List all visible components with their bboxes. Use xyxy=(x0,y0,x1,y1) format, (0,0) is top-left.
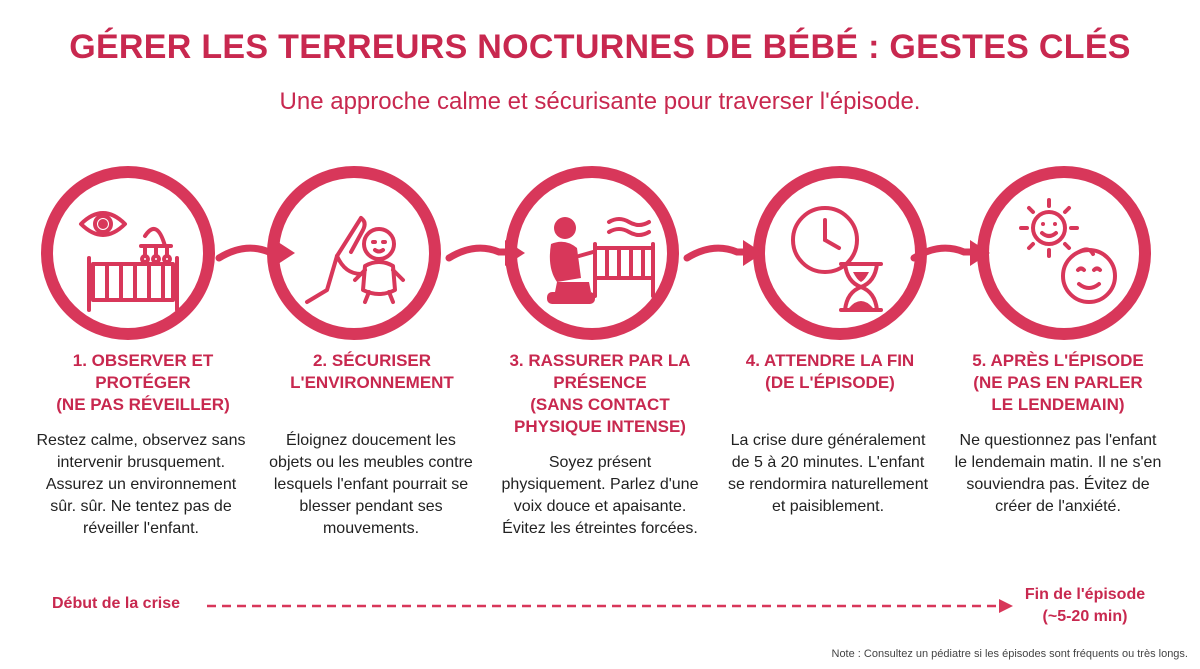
connector-arrow-3 xyxy=(683,228,765,278)
timeline-end-label xyxy=(1005,584,1165,628)
parent-crib-icon xyxy=(517,178,667,328)
timeline-end-duration: (~5-20 min) xyxy=(1042,608,1128,625)
connector-arrow-4 xyxy=(910,228,992,278)
step-1-title xyxy=(28,350,258,416)
step-2-description: Éloignez doucement les objets ou les meubles contre lesquels l'enfant pourrait se blesser pendant ses mouvements. xyxy=(269,432,473,537)
step-4-title xyxy=(715,350,945,394)
step-3-description: Soyez présent physiquement. Parlez d'une voix douce et apaisante. Évitez les étreintes forcées. xyxy=(501,454,699,537)
step-5-circle xyxy=(977,166,1151,340)
clock-hourglass-icon xyxy=(765,178,915,328)
step-4-description: La crise dure généralement de 5 à 20 minutes. L'enfant se rendormira naturellement et paisiblement. xyxy=(727,432,929,515)
step-2-title xyxy=(257,350,487,394)
eye-crib-icon xyxy=(53,178,203,328)
step-3-circle xyxy=(505,166,679,340)
step-5-title xyxy=(943,350,1173,416)
step-2-title-line: 2. SÉCURISER xyxy=(312,351,432,370)
step-5-description: Ne questionnez pas l'enfant le lendemain matin. Il ne s'en souviendra pas. Évitez de créer de l'anxiété. xyxy=(954,432,1162,515)
step-1-circle xyxy=(41,166,215,340)
step-3-title-line: PHYSIQUE INTENSE) xyxy=(514,417,686,436)
page-title: GÉRER LES TERREURS NOCTURNES DE BÉBÉ : GESTES CLÉS xyxy=(69,28,1131,66)
step-1-title-line: (NE PAS RÉVEILLER) xyxy=(56,395,230,414)
step-3-title-line: (SANS CONTACT xyxy=(530,395,670,414)
step-1-description: Restez calme, observez sans intervenir brusquement. Assurez un environnement sûr. sûr. Ne tentez pas de réveiller l'enfant. xyxy=(36,432,246,537)
step-4-title-line: (DE L'ÉPISODE) xyxy=(765,373,895,392)
sun-baby-icon xyxy=(989,178,1139,328)
step-4-title-line: 4. ATTENDRE LA FIN xyxy=(745,351,915,370)
step-1-title-line: 1. OBSERVER ET xyxy=(72,351,214,370)
step-4-circle xyxy=(753,166,927,340)
timeline-start-label: Début de la crise xyxy=(52,595,181,612)
step-3-title xyxy=(485,350,715,438)
page-subtitle: Une approche calme et sécurisante pour traverser l'épisode. xyxy=(279,88,921,115)
step-1-title-line: PROTÉGER xyxy=(95,373,191,392)
timeline-dashed-arrow xyxy=(205,594,1015,618)
step-5-title-line: (NE PAS EN PARLER xyxy=(973,373,1143,392)
footer-note: Note : Consultez un pédiatre si les épisodes sont fréquents ou très longs. xyxy=(831,648,1188,660)
hand-baby-icon xyxy=(279,178,429,328)
step-3-title-line: 3. RASSURER PAR LA xyxy=(509,351,691,370)
step-2-title-line: L'ENVIRONNEMENT xyxy=(290,373,454,392)
connector-arrow-1 xyxy=(215,228,297,278)
connector-arrow-2 xyxy=(445,228,527,278)
step-5-title-line: 5. APRÈS L'ÉPISODE xyxy=(972,351,1144,370)
timeline-end-line: Fin de l'épisode xyxy=(1024,586,1146,603)
step-3-title-line: PRÉSENCE xyxy=(553,373,647,392)
step-5-title-line: LE LENDEMAIN) xyxy=(991,395,1125,414)
